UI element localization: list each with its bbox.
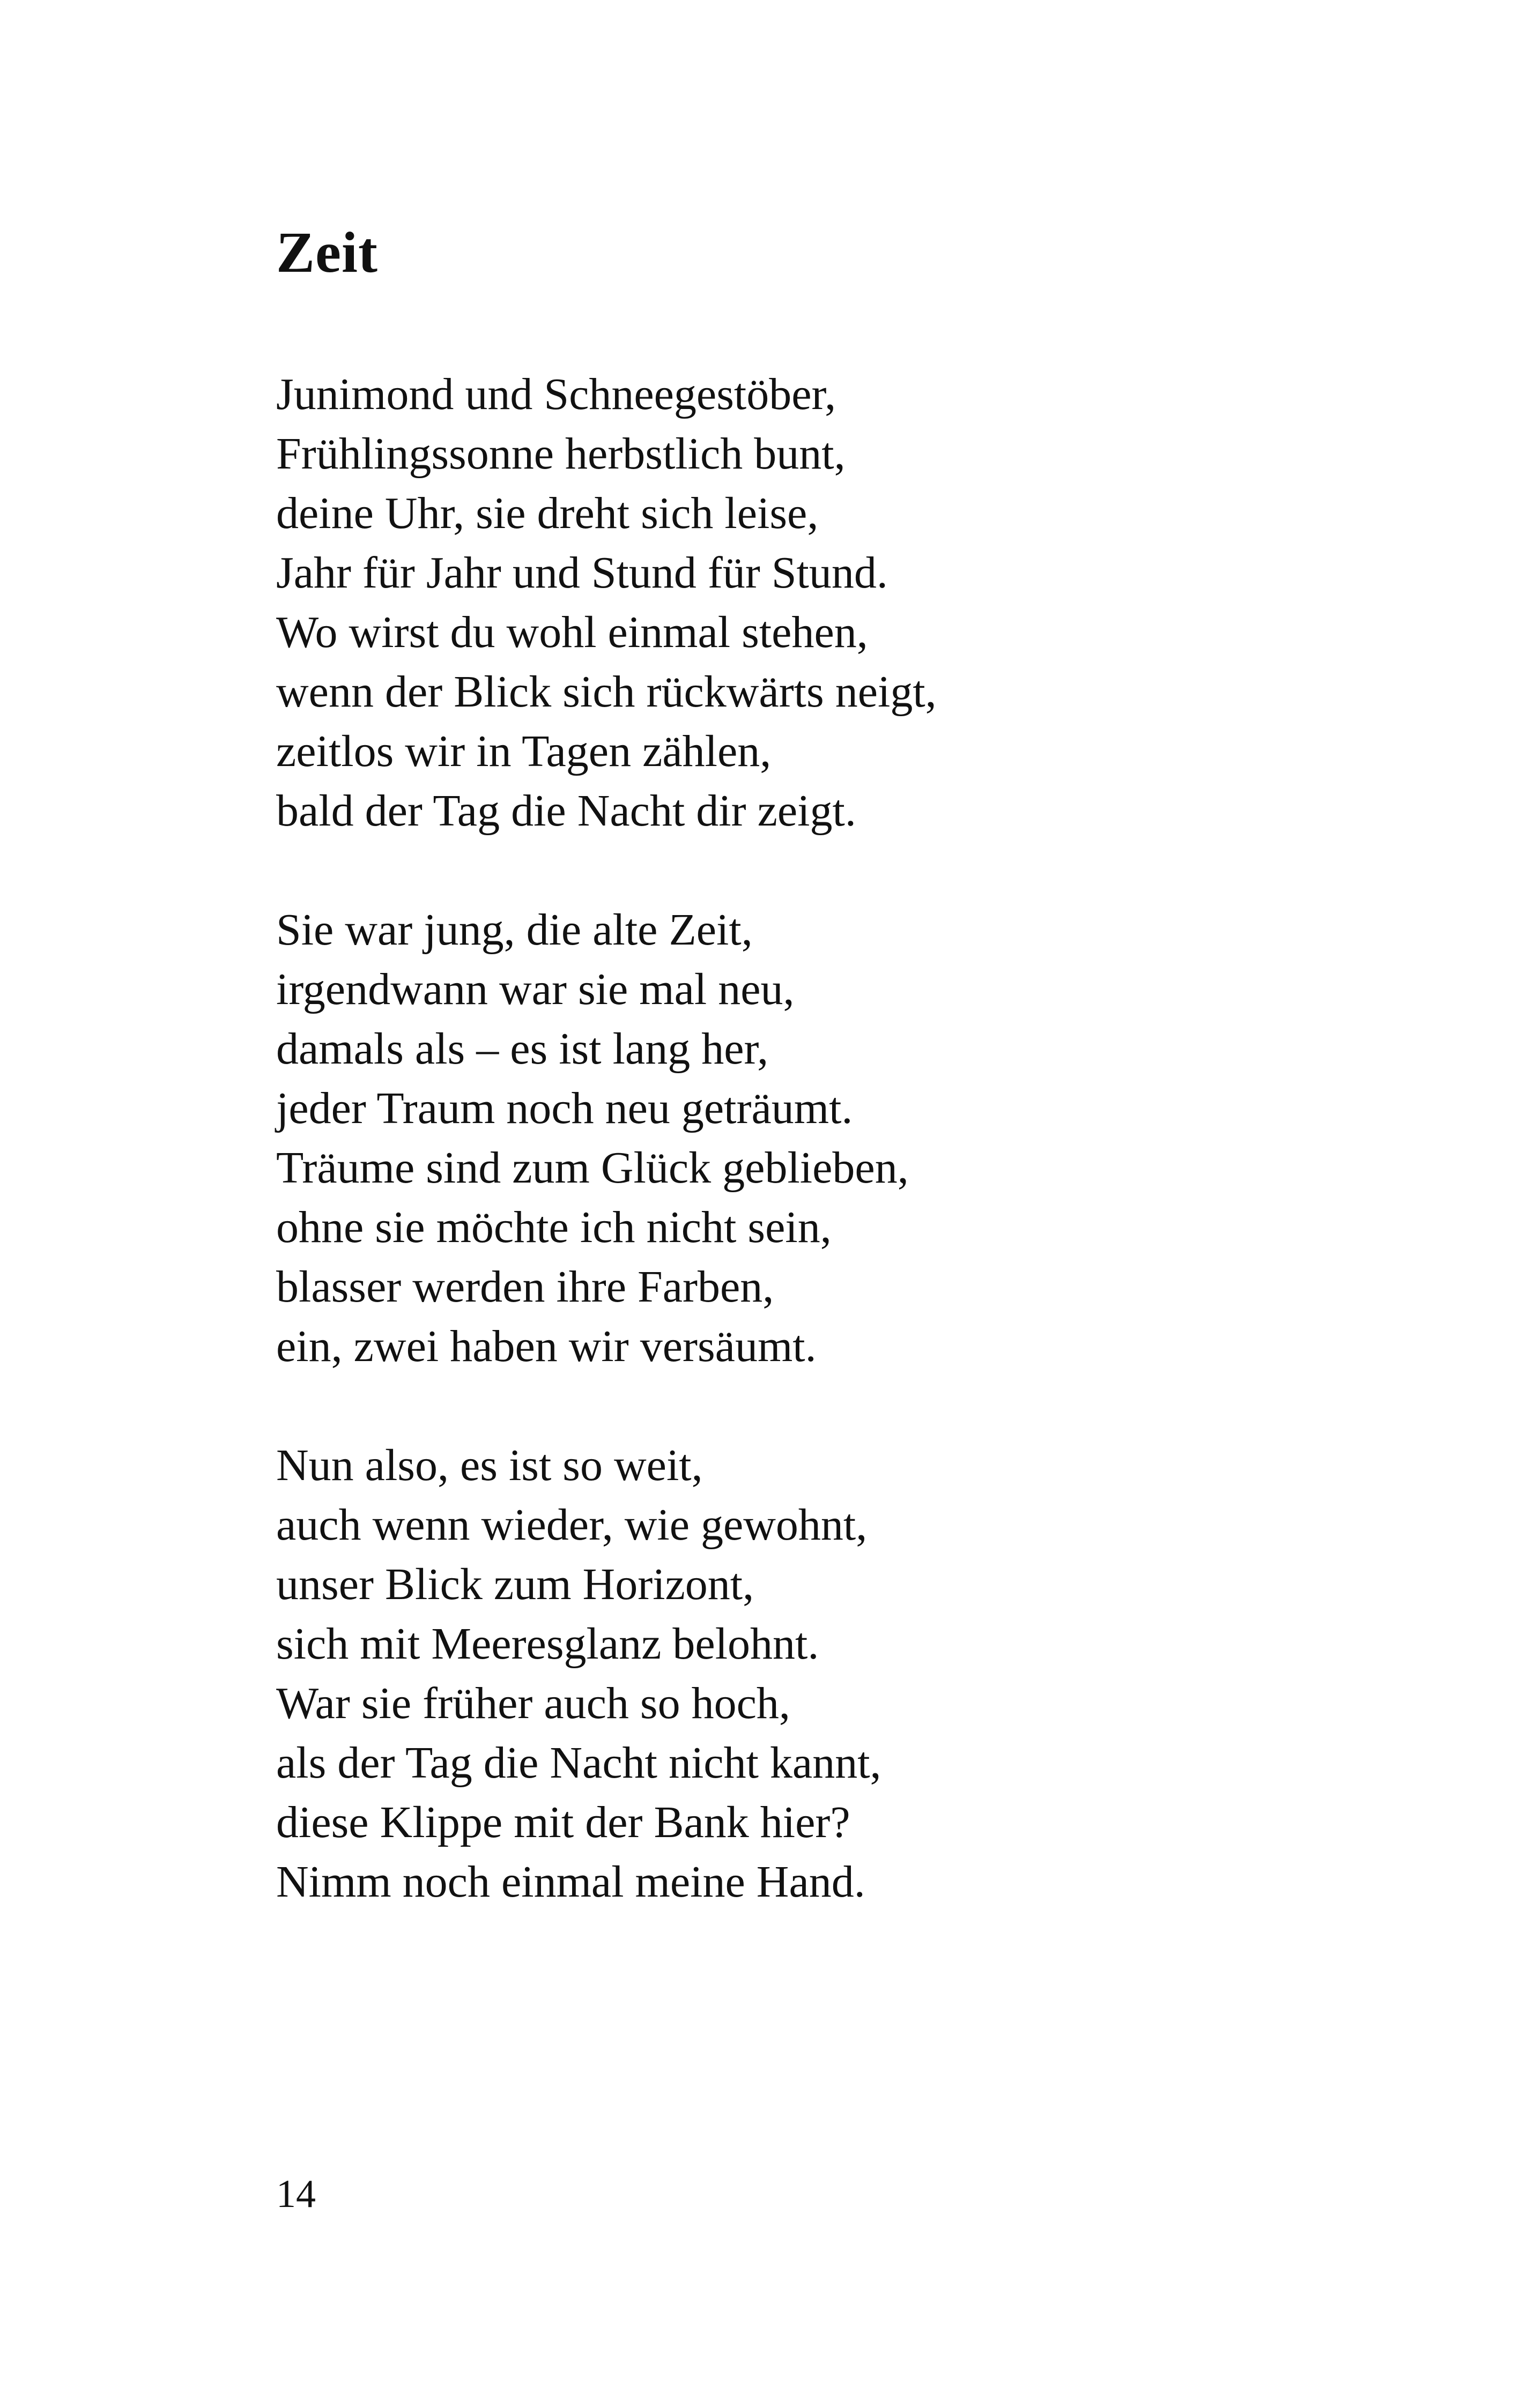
- poem-line: auch wenn wieder, wie gewohnt,: [276, 1500, 868, 1550]
- poem-line: ein, zwei haben wir versäumt.: [276, 1321, 817, 1371]
- poem-line: Wo wirst du wohl einmal stehen,: [276, 607, 868, 657]
- poem-line: wenn der Blick sich rückwärts neigt,: [276, 667, 937, 717]
- stanza-1: [276, 365, 1402, 841]
- poem-title: Zeit: [276, 221, 378, 285]
- page-number: 14: [276, 2172, 316, 2216]
- poem-line: unser Blick zum Horizont,: [276, 1559, 754, 1609]
- poem-line: damals als – es ist lang her,: [276, 1024, 769, 1074]
- poem-line: Träume sind zum Glück geblieben,: [276, 1143, 909, 1193]
- poem-line: War sie früher auch so hoch,: [276, 1678, 790, 1728]
- poem-line: Jahr für Jahr und Stund für Stund.: [276, 548, 888, 598]
- poem-line: Nun also, es ist so weit,: [276, 1440, 703, 1490]
- poem-line: diese Klippe mit der Bank hier?: [276, 1797, 850, 1847]
- poem-line: Nimm noch einmal meine Hand.: [276, 1857, 865, 1907]
- poem-line: Junimond und Schneegestöber,: [276, 369, 836, 419]
- poem-line: blasser werden ihre Farben,: [276, 1262, 774, 1312]
- poem-line: ohne sie möchte ich nicht sein,: [276, 1202, 832, 1252]
- poem-body: [276, 365, 1402, 1971]
- poem-line: deine Uhr, sie dreht sich leise,: [276, 488, 819, 538]
- poem-line: als der Tag die Nacht nicht kannt,: [276, 1738, 881, 1788]
- poem-line: irgendwann war sie mal neu,: [276, 964, 795, 1014]
- poem-line: jeder Traum noch neu geträumt.: [276, 1083, 853, 1133]
- poem-line: zeitlos wir in Tagen zählen,: [276, 726, 772, 776]
- poem-line: bald der Tag die Nacht dir zeigt.: [276, 786, 856, 836]
- poem-line: sich mit Meeresglanz belohnt.: [276, 1619, 819, 1669]
- stanza-2: [276, 900, 1402, 1376]
- stanza-3: [276, 1436, 1402, 1912]
- poem-line: Frühlingssonne herbstlich bunt,: [276, 429, 846, 479]
- poem-line: Sie war jung, die alte Zeit,: [276, 905, 753, 955]
